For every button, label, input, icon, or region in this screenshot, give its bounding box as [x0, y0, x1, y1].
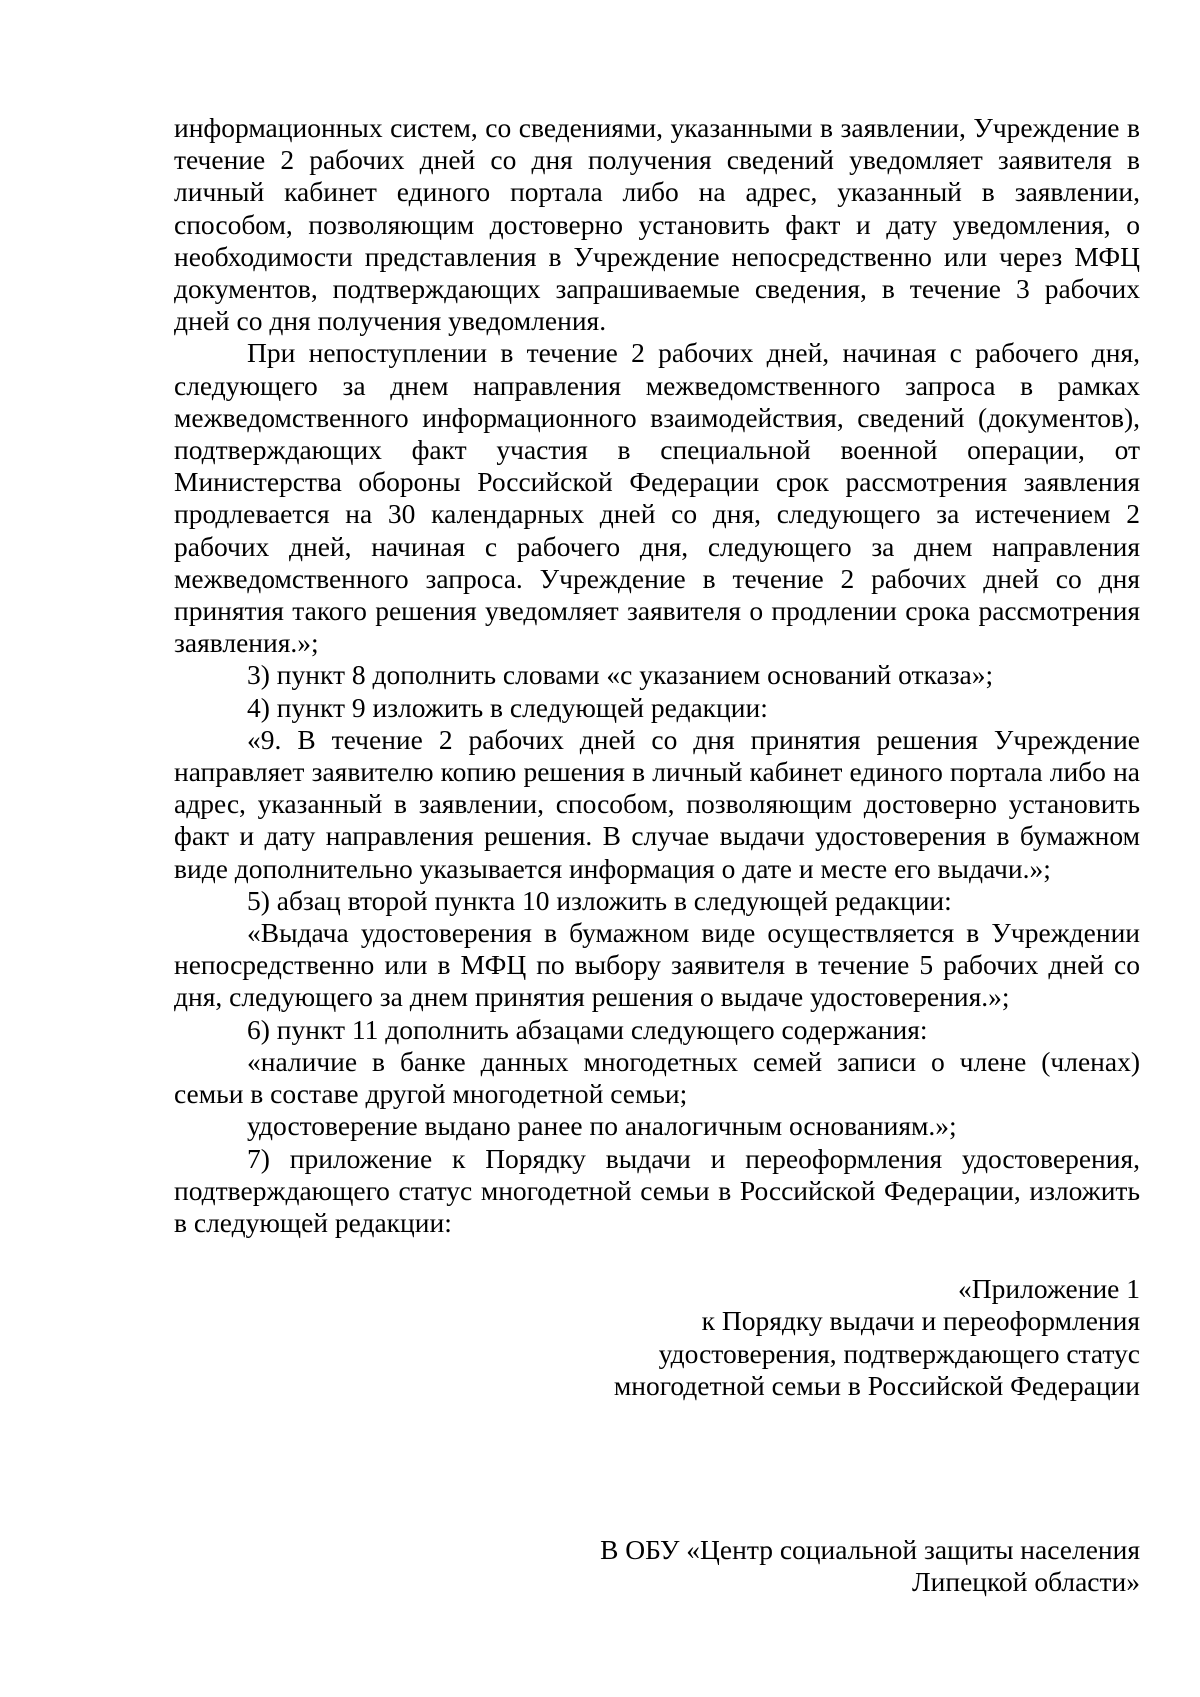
paragraph-clause-9: «9. В течение 2 рабочих дней со дня принятия решения Учреждение направляет заявителю копию решения в личный кабинет единого портала либо на адрес, указанный в заявлении, способом, позволяющим достоверно установить факт и дату направления решения. В случае выдачи удостоверения в бумажном виде дополнительно указывается информация о дате и месте его выдачи.»;: [174, 723, 1140, 884]
annex-header: [174, 1273, 1140, 1402]
addressee-line-2: Липецкой области»: [912, 1566, 1140, 1598]
paragraph-issuance: «Выдача удостоверения в бумажном виде осуществляется в Учреждении непосредственно или в МФЦ по выбору заявителя в течение 5 рабочих дней со дня, следующего за днем принятия решения о выдаче удостоверения.»;: [174, 917, 1140, 1013]
paragraph-item-7: 7) приложение к Порядку выдачи и переоформления удостоверения, подтверждающего статус многодетной семьи в Российской Федерации, изложить в следующей редакции:: [174, 1142, 1140, 1238]
addressee-block: [174, 1534, 1140, 1598]
paragraph-item-6: 6) пункт 11 дополнить абзацами следующего содержания:: [247, 1013, 928, 1045]
annex-line-4: многодетной семьи в Российской Федерации: [613, 1369, 1140, 1401]
paragraph-databank: «наличие в банке данных многодетных семей записи о члене (членах) семьи в составе другой многодетной семьи;: [174, 1045, 1140, 1110]
addressee-line-1: В ОБУ «Центр социальной защиты населения: [600, 1533, 1140, 1565]
annex-line-3: удостоверения, подтверждающего статус: [658, 1337, 1140, 1369]
paragraph-issued-earlier: удостоверение выдано ранее по аналогичным основаниям.»;: [247, 1110, 957, 1142]
paragraph-item-4: 4) пункт 9 изложить в следующей редакции:: [247, 691, 768, 723]
document-page: [174, 112, 1140, 1598]
paragraph-continuation: информационных систем, со сведениями, указанными в заявлении, Учреждение в течение 2 рабочих дней со дня получения сведений уведомляет заявителя в личный кабинет единого портала либо на адрес, указанный в заявлении, способом, позволяющим достоверно установить факт и дату уведомления, о необходимости представления в Учреждение непосредственно или через МФЦ документов, подтверждающих запрашиваемые сведения, в течение 3 рабочих дней со дня получения уведомления.: [174, 112, 1140, 337]
annex-title: «Приложение 1: [958, 1273, 1140, 1305]
paragraph-item-5: 5) абзац второй пункта 10 изложить в следующей редакции:: [247, 884, 952, 916]
annex-line-2: к Порядку выдачи и переоформления: [701, 1305, 1140, 1337]
paragraph-item-3: 3) пункт 8 дополнить словами «с указанием оснований отказа»;: [247, 659, 994, 691]
paragraph-extension-term: При непоступлении в течение 2 рабочих дней, начиная с рабочего дня, следующего за днем направления межведомственного запроса в рамках межведомственного информационного взаимодействия, сведений (документов), подтверждающих факт участия в специальной военной операции, от Министерства обороны Российской Федерации срок рассмотрения заявления продлевается на 30 календарных дней со дня, следующего за истечением 2 рабочих дней, начиная с рабочего дня, следующего за днем направления межведомственного запроса. Учреждение в течение 2 рабочих дней со дня принятия такого решения уведомляет заявителя о продлении срока рассмотрения заявления.»;: [174, 337, 1140, 659]
